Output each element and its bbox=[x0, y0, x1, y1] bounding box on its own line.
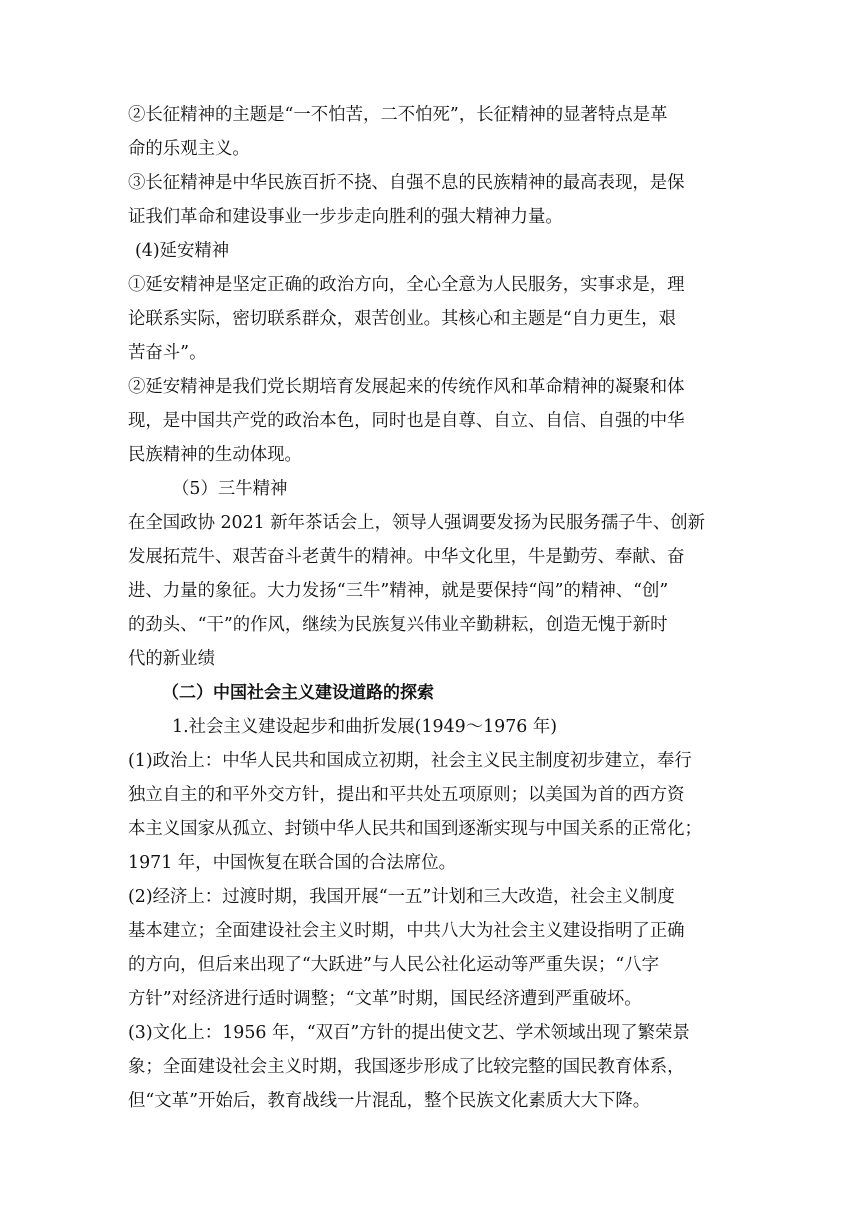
paragraph bbox=[128, 268, 732, 370]
text-line: 但“文革”开始后，教育战线一片混乱，整个民族文化素质大大下降。 bbox=[128, 1091, 651, 1111]
paragraph bbox=[128, 880, 732, 1016]
text-line: ③长征精神是中华民族百折不挠、自强不息的民族精神的最高表现，是保 bbox=[128, 173, 685, 193]
heading-line: 1.社会主义建设起步和曲折发展(1949～1976 年) bbox=[172, 717, 558, 737]
paragraph bbox=[128, 1016, 732, 1118]
text-line: 本主义国家从孤立、封锁中华人民共和国到逐渐实现与中国关系的正常化； bbox=[128, 819, 702, 839]
text-line: (3)文化上：1956 年，“双百”方针的提出使文艺、学术领域出现了繁荣景 bbox=[128, 1023, 690, 1043]
paragraph bbox=[128, 676, 732, 710]
text-line: 基本建立；全面建设社会主义时期，中共八大为社会主义建设指明了正确 bbox=[128, 921, 685, 941]
paragraph bbox=[128, 744, 732, 880]
paragraph bbox=[128, 710, 732, 744]
heading-line: （二）中国社会主义建设道路的探索 bbox=[162, 683, 434, 703]
heading-line: (4)延安精神 bbox=[135, 241, 230, 261]
text-line: 苦奋斗”。 bbox=[128, 343, 207, 363]
text-line: 象；全面建设社会主义时期，我国逐步形成了比较完整的国民教育体系， bbox=[128, 1057, 685, 1077]
paragraph bbox=[128, 370, 732, 472]
paragraph bbox=[128, 166, 732, 234]
text-line: 方针”对经济进行适时调整；“文革”时期，国民经济遭到严重破坏。 bbox=[128, 989, 642, 1009]
text-line: 命的乐观主义。 bbox=[128, 139, 250, 159]
paragraph bbox=[128, 234, 732, 268]
text-line: 代的新业绩 bbox=[128, 649, 215, 669]
text-line: ①延安精神是坚定正确的政治方向，全心全意为人民服务，实事求是，理 bbox=[128, 275, 685, 295]
text-line: 的劲头、“干”的作风，继续为民族复兴伟业辛勤耕耘，创造无愧于新时 bbox=[128, 615, 668, 635]
document-page bbox=[128, 98, 732, 1118]
text-line: ②延安精神是我们党长期培育发展起来的传统作风和革命精神的凝聚和体 bbox=[128, 377, 685, 397]
text-line: 的方向，但后来出现了“大跃进”与人民公社化运动等严重失误；“八字 bbox=[128, 955, 660, 975]
text-line: (1)政治上：中华人民共和国成立初期，社会主义民主制度初步建立，奉行 bbox=[128, 751, 692, 771]
text-line: 论联系实际，密切联系群众，艰苦创业。其核心和主题是“自力更生，艰 bbox=[128, 309, 677, 329]
text-line: 民族精神的生动体现。 bbox=[128, 445, 302, 465]
paragraph bbox=[128, 98, 732, 166]
text-line: 独立自主的和平外交方针，提出和平共处五项原则；以美国为首的西方资 bbox=[128, 785, 685, 805]
paragraph bbox=[128, 472, 732, 506]
text-line: 在全国政协 2021 新年茶话会上，领导人强调要发扬为民服务孺子牛、创新 bbox=[128, 513, 706, 533]
text-line: 1971 年，中国恢复在联合国的合法席位。 bbox=[128, 853, 457, 873]
text-line: 发展拓荒牛、艰苦奋斗老黄牛的精神。中华文化里，牛是勤劳、奉献、奋 bbox=[128, 547, 685, 567]
text-line: ②长征精神的主题是“一不怕苦，二不怕死”，长征精神的显著特点是革 bbox=[128, 105, 668, 125]
text-line: 进、力量的象征。大力发扬“三牛”精神，就是要保持“闯”的精神、“创” bbox=[128, 581, 669, 601]
text-line: 证我们革命和建设事业一步步走向胜利的强大精神力量。 bbox=[128, 207, 563, 227]
text-line: (2)经济上：过渡时期，我国开展“一五”计划和三大改造，社会主义制度 bbox=[128, 887, 675, 907]
paragraph bbox=[128, 506, 732, 676]
heading-line: （5）三牛精神 bbox=[172, 479, 288, 499]
text-line: 现，是中国共产党的政治本色，同时也是自尊、自立、自信、自强的中华 bbox=[128, 411, 685, 431]
